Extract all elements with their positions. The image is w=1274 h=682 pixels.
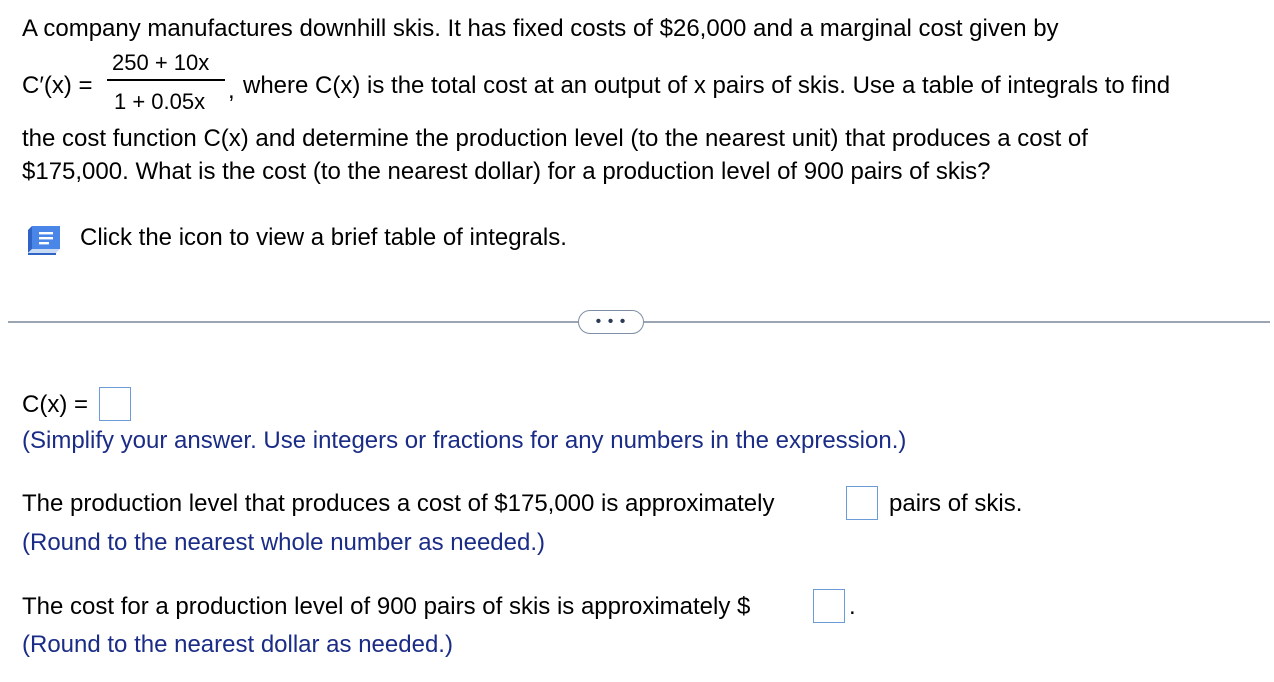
cost-function-label: C(x) = xyxy=(22,391,88,418)
more-options-button[interactable]: • • • xyxy=(578,310,644,334)
cost-function-input[interactable] xyxy=(99,387,131,421)
question-line-1: A company manufactures downhill skis. It has fixed costs of $26,000 and a marginal cost given by xyxy=(22,15,1059,42)
cost-at-900-hint: (Round to the nearest dollar as needed.) xyxy=(22,631,453,658)
production-level-input[interactable] xyxy=(846,486,878,520)
fraction-denominator: 1 + 0.05x xyxy=(114,89,206,114)
book-icon[interactable] xyxy=(26,223,66,257)
fraction-numerator: 250 + 10x xyxy=(112,50,210,75)
question-line-2: where C(x) is the total cost at an output of x pairs of skis. Use a table of integrals to find xyxy=(243,72,1171,99)
question-line-3: the cost function C(x) and determine the production level (to the nearest unit) that produces a cost of xyxy=(22,125,1088,152)
cost-function-hint: (Simplify your answer. Use integers or fractions for any numbers in the expression.) xyxy=(22,427,907,454)
cost-at-900-text: The cost for a production level of 900 pairs of skis is approximately $ xyxy=(22,593,751,620)
fraction-bar xyxy=(107,79,225,81)
production-level-hint: (Round to the nearest whole number as needed.) xyxy=(22,529,545,556)
cost-at-900-suffix: . xyxy=(849,593,856,620)
production-level-text: The production level that produces a cost of $175,000 is approximately xyxy=(22,490,775,517)
question-line-4: $175,000. What is the cost (to the nearest dollar) for a production level of 900 pairs of skis? xyxy=(22,158,991,185)
fraction-comma: , xyxy=(228,77,235,104)
cost-at-900-input[interactable] xyxy=(813,589,845,623)
marginal-cost-lhs: C′(x) = xyxy=(22,72,93,99)
production-level-suffix: pairs of skis. xyxy=(889,490,1023,517)
integrals-table-link[interactable]: Click the icon to view a brief table of integrals. xyxy=(80,224,567,251)
